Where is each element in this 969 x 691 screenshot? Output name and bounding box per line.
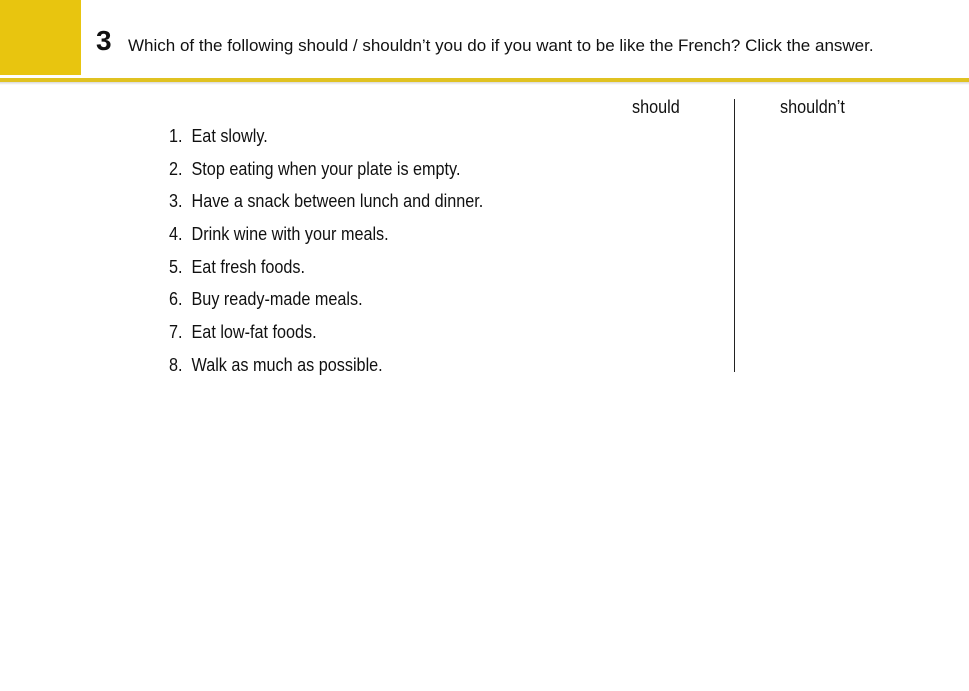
statement-number: 8. xyxy=(169,354,183,375)
statement-item-4[interactable] xyxy=(169,223,483,256)
statement-number: 4. xyxy=(169,224,183,245)
statement-text: Buy ready-made meals. xyxy=(191,289,363,310)
statement-item-5[interactable] xyxy=(169,256,483,289)
header-accent-block xyxy=(0,0,81,75)
statement-number: 1. xyxy=(169,126,183,146)
exercise-number: 3 xyxy=(96,25,112,56)
column-header-shouldnt: shouldn’t xyxy=(780,97,845,117)
statement-item-1[interactable] xyxy=(169,125,483,158)
column-divider xyxy=(734,99,735,372)
statement-number: 5. xyxy=(169,256,183,277)
statement-item-3[interactable] xyxy=(169,190,483,223)
exercise-instruction: Which of the following should / shouldn’t you do if you want to be like the French? Click the answer. xyxy=(128,36,874,55)
statement-text: Eat fresh foods. xyxy=(191,256,305,277)
statement-number: 2. xyxy=(169,158,183,179)
statement-item-8[interactable] xyxy=(169,354,483,387)
statement-number: 3. xyxy=(169,191,183,212)
statement-text: Stop eating when your plate is empty. xyxy=(191,158,461,179)
statement-text: Have a snack between lunch and dinner. xyxy=(191,191,484,212)
statement-number: 7. xyxy=(169,322,183,343)
statement-item-6[interactable] xyxy=(169,288,483,321)
statement-list xyxy=(169,125,518,387)
statement-item-7[interactable] xyxy=(169,321,483,354)
statement-text: Drink wine with your meals. xyxy=(191,224,389,245)
statement-text: Eat low-fat foods. xyxy=(191,322,317,343)
statement-number: 6. xyxy=(169,289,183,310)
statement-item-2[interactable] xyxy=(169,158,483,191)
header-shadow xyxy=(0,82,969,85)
statement-text: Eat slowly. xyxy=(191,126,268,146)
statement-text: Walk as much as possible. xyxy=(191,354,383,375)
column-header-should: should xyxy=(632,97,680,117)
